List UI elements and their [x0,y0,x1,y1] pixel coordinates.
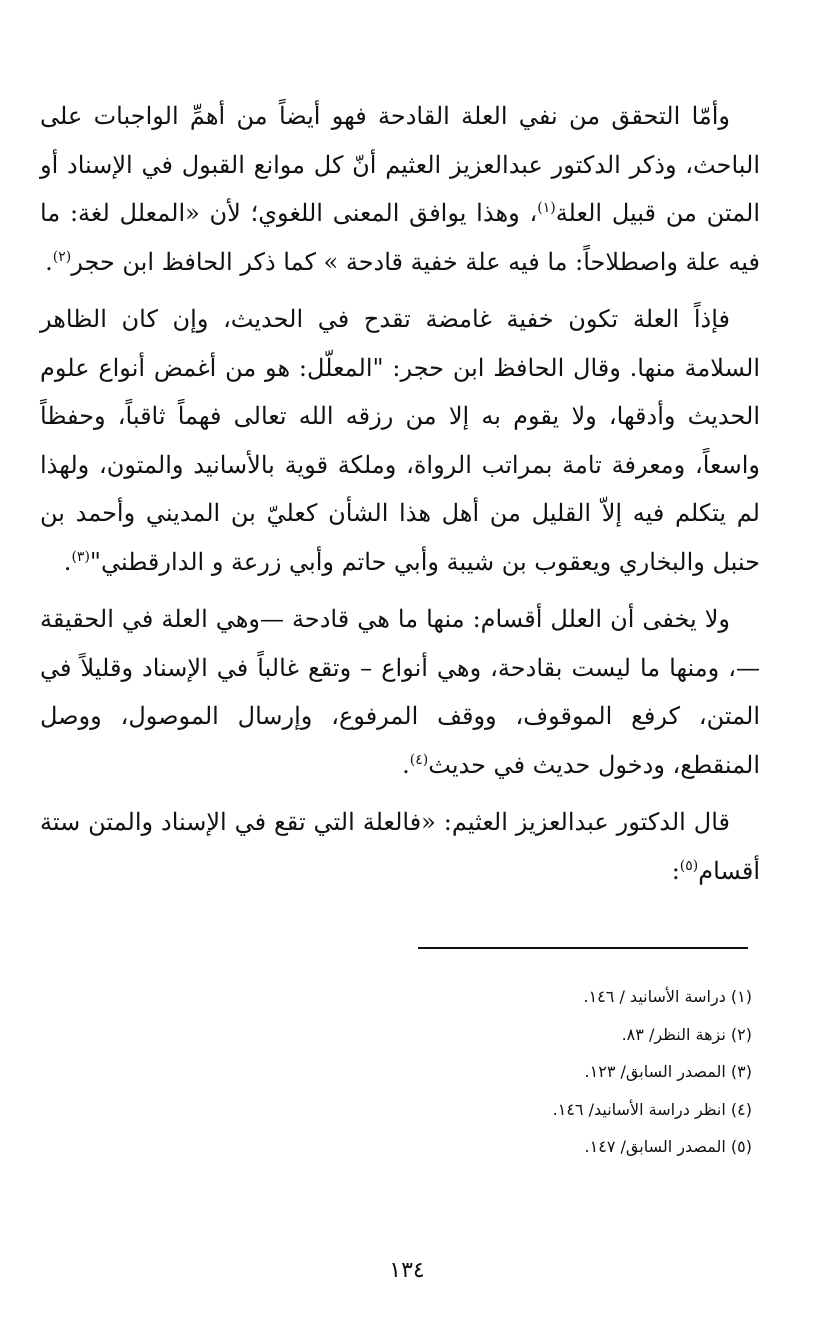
paragraph-text: : [671,856,680,885]
page-number: ١٣٤ [389,1258,425,1283]
paragraph-text: . [63,547,72,576]
footnote-marker: (٤) [409,751,429,768]
paragraph-text: ولا يخفى أن العلل أقسام: منها ما هي قادحة —وهي العلة في الحقيقة—، ومنها ما ليست بقادحة، وهي أنواع – وتقع غالباً في الإسناد وقليلاً في المتن، كرفع الموقوف، ووقف المرفوع، وإرسال الموصول، ووصل المنقطع، ودخول حديث في حديث [40,605,760,779]
footnote-item: (١) دراسة الأسانيد / ١٤٦. [583,987,752,1006]
paragraph [40,595,760,789]
paragraph-text: . [402,750,410,779]
paragraph [40,92,760,286]
paragraph-text: ، وهذا يوافق المعنى اللغوي؛ لأن «المعلل لغة: ما فيه علة واصطلاحاً: ما فيه علة خفية قادحة » كما ذكر الحافظ ابن حجر [40,199,760,276]
paragraph [40,798,760,895]
main-text [40,92,760,904]
footnote-item: (٥) المصدر السابق/ ١٤٧. [584,1137,752,1156]
paragraph-text: . [45,247,53,276]
paragraph-text: فإذاً العلة تكون خفية غامضة تقدح في الحديث، وإن كان الظاهر السلامة منها. وقال الحافظ ابن حجر: "المعلّل: هو من أغمض أنواع علوم الحديث وأدقها، ولا يقوم به إلا من رزقه الله تعالى فهماً ثاقباً، وحفظاً واسعاً، ومعرفة تامة بمراتب الرواة، وملكة قوية بالأسانيد والمتون، ولهذا لم يتكلم فيه إلاّ القليل من أهل هذا الشأن كعليّ بن المديني وأحمد بن حنبل والبخاري ويعقوب بن شيبة وأبي حاتم وأبي زرعة و الدارقطني" [40,305,760,576]
footnotes [400,978,752,1166]
footnote-marker: (١) [537,200,556,216]
footnote-item: (٣) المصدر السابق/ ١٢٣. [584,1062,752,1081]
footnote-item: (٢) نزهة النظر/ ٨٣. [621,1024,752,1044]
paragraph-text: قال الدكتور عبدالعزيز العثيم: «فالعلة التي تقع في الإسناد والمتن ستة أقسام [40,808,760,885]
footnote-item: (٤) انظر دراسة الأسانيد/ ١٤٦. [552,1099,752,1119]
paragraph-text: وأمّا التحقق من نفي العلة القادحة فهو أيضاً من أهمِّ الواجبات على الباحث، وذكر الدكتور عبدالعزيز العثيم أنّ كل موانع القبول في الإسناد أو المتن من قبيل العلة [40,102,760,227]
footnote-marker: (٣) [71,548,90,565]
footnote-marker: (٥) [679,857,699,874]
paragraph [40,295,760,586]
footnote-separator [418,947,748,949]
footnote-marker: (٢) [52,248,72,265]
